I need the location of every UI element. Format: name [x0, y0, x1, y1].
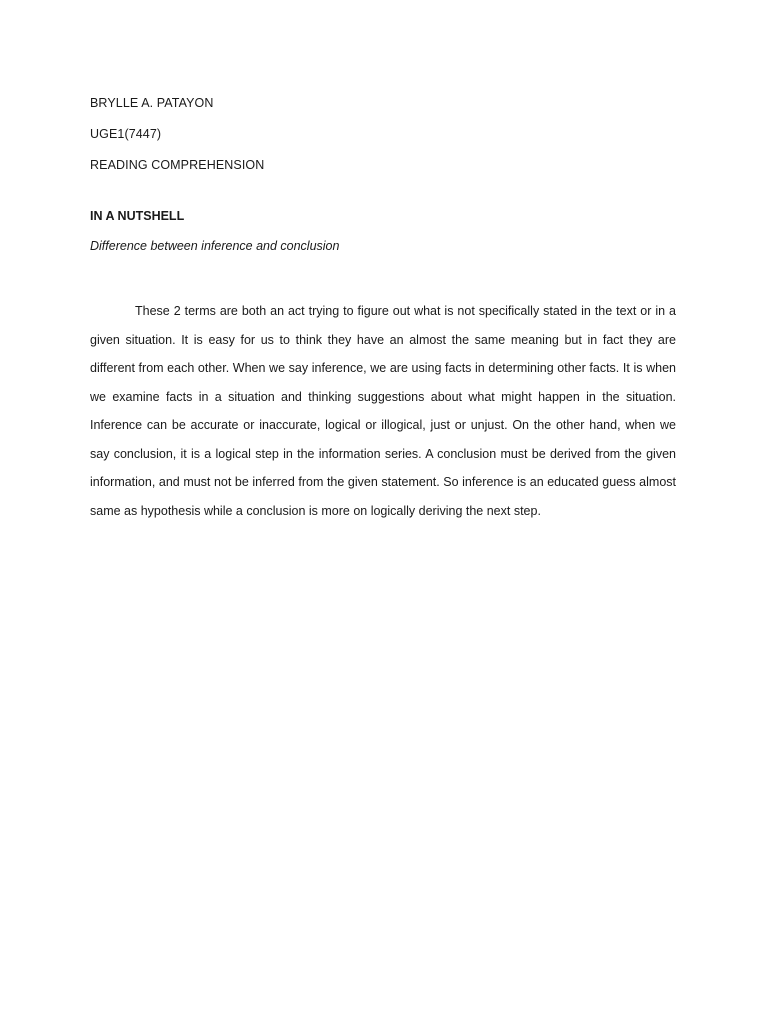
course-code: UGE1(7447): [90, 127, 162, 141]
body-paragraph: These 2 terms are both an act trying to figure out what is not specifically stated in the text or in a given situation. It is easy for us to think they have an almost the same meaning but in fact they are different from each other. When we say inference, we are using facts in determining other facts. It is when we examine facts in a situation and thinking suggestions about what might happen in the situation. Inference can be accurate or inaccurate, logical or illogical, just or unjust. On the other hand, when we say conclusion, it is a logical step in the information series. A conclusion must be derived from the given information, and must not be inferred from the given statement. So inference is an educated guess almost same as hypothesis while a conclusion is more on logically deriving the next step.: [90, 304, 676, 518]
author-name: BRYLLE A. PATAYON: [90, 96, 214, 110]
section-subheading: Difference between inference and conclusion: [90, 239, 340, 253]
document-content: [90, 93, 676, 525]
subject-title: READING COMPREHENSION: [90, 158, 265, 172]
section-heading: IN A NUTSHELL: [90, 209, 185, 223]
